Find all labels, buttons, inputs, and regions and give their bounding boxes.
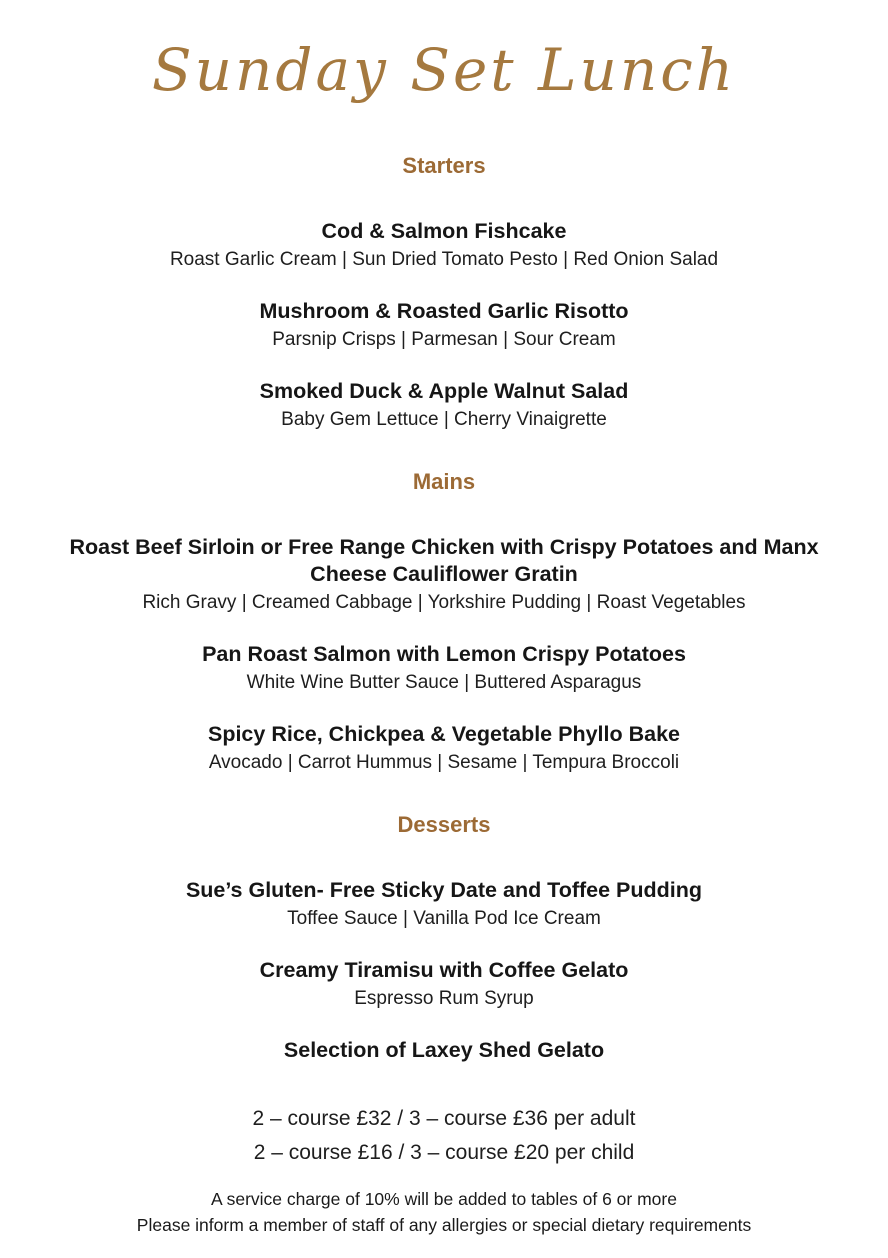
menu-item-smoked-duck-salad [44,378,844,432]
item-name: Smoked Duck & Apple Walnut Salad [259,379,629,403]
pricing-line-child: 2 – course £16 / 3 – course £20 per child [253,1141,635,1164]
item-name: Cod & Salmon Fishcake [321,219,567,243]
item-description: White Wine Butter Sauce | Buttered Asparagus [246,672,642,693]
menu-item-tiramisu [44,957,844,1011]
item-description: Parsnip Crisps | Parmesan | Sour Cream [272,329,616,350]
item-name: Selection of Laxey Shed Gelato [283,1038,605,1062]
pricing-block [0,1102,888,1170]
item-name: Pan Roast Salmon with Lemon Crispy Potatoes [202,642,686,666]
item-description: Toffee Sauce | Vanilla Pod Ice Cream [287,908,601,929]
item-name: Spicy Rice, Chickpea & Vegetable Phyllo Bake [207,722,680,746]
menu-title: Sunday Set Lunch [151,36,737,104]
item-name: Sue’s Gluten- Free Sticky Date and Toffee Pudding [185,878,703,902]
item-name: Creamy Tiramisu with Coffee Gelato [259,958,629,982]
item-description: Avocado | Carrot Hummus | Sesame | Tempura Broccoli [208,752,680,773]
allergies-note: Please inform a member of staff of any allergies or special dietary requirements [136,1215,752,1235]
menu-item-roast-beef-or-chicken [44,534,844,615]
menu-item-phyllo-bake [44,721,844,775]
item-name: Mushroom & Roasted Garlic Risotto [259,299,629,323]
item-description: Espresso Rum Syrup [354,988,534,1009]
menu-section-starters [0,152,888,432]
menu-item-pan-roast-salmon [44,641,844,695]
pricing-line-adult: 2 – course £32 / 3 – course £36 per adult [252,1107,636,1130]
menu-item-mushroom-risotto [44,298,844,352]
footer-notes [0,1186,888,1238]
menu-item-cod-salmon-fishcake [44,218,844,272]
menu-section-desserts [0,811,888,1064]
service-charge-note: A service charge of 10% will be added to tables of 6 or more [211,1189,677,1209]
item-description: Rich Gravy | Creamed Cabbage | Yorkshire Pudding | Roast Vegetables [142,592,746,613]
section-heading-desserts: Desserts [397,812,491,837]
item-description: Roast Garlic Cream | Sun Dried Tomato Pesto | Red Onion Salad [169,249,719,270]
item-description: Baby Gem Lettuce | Cherry Vinaigrette [281,409,607,430]
menu-section-mains [0,468,888,775]
item-name: Roast Beef Sirloin or Free Range Chicken with Crispy Potatoes and Manx Cheese Cauliflower Gratin [69,535,819,586]
section-heading-starters: Starters [402,153,486,178]
section-heading-mains: Mains [412,469,476,494]
menu-item-laxey-shed-gelato [44,1037,844,1064]
menu-item-sticky-date-pudding [44,877,844,931]
